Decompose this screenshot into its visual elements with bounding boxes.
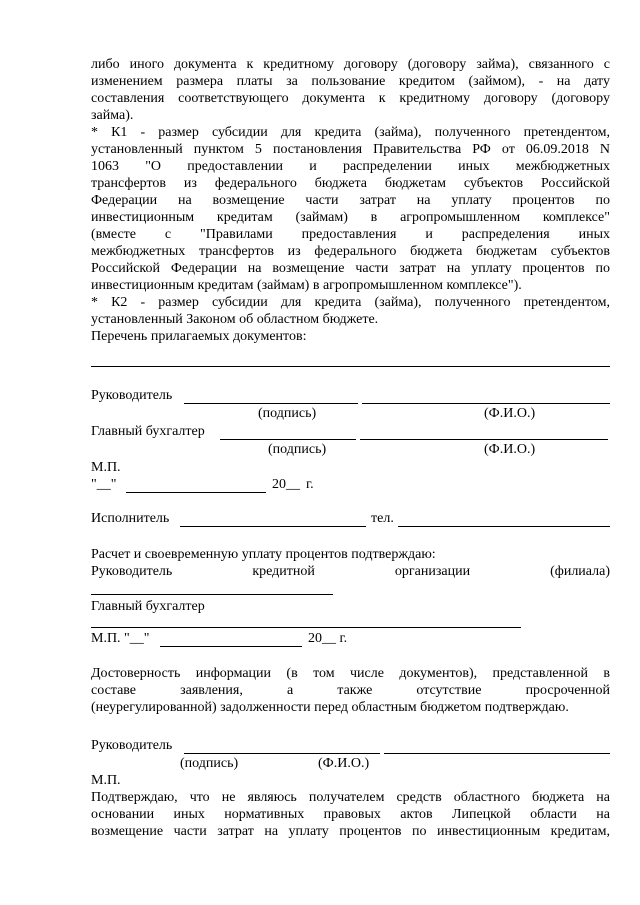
bank-stamp-date: М.П. "__" [91,631,150,646]
accountant-signature-caption: (подпись) [268,442,327,457]
date-month-line [126,492,266,493]
signature-caption: (подпись) [258,406,317,421]
chief-accountant-label: Главный бухгалтер [91,424,205,439]
text-line-16: установленный Законом об областном бюджете. [91,312,379,327]
text-line-14: инвестиционным кредитам (займам) в агропромышленном комплексе"). [91,278,522,293]
bank-date-month-line [160,646,302,647]
reliability-signature-caption: (подпись) [180,756,239,771]
executor-line [180,526,366,527]
final-line-3: возмещение части затрат на уплату процентов по инвестиционным кредитам, [91,824,610,839]
text-line-5: * К1 - размер субсидии для кредита (займа), полученного претендентом, [91,125,610,140]
text-line-17: Перечень прилагаемых документов: [91,329,307,344]
date-year: 20__ [272,477,300,492]
name-caption: (Ф.И.О.) [484,406,536,421]
text-line-10: инвестиционным кредитам (займам) в агропромышленном комплексе" [91,210,610,225]
final-line-2: основании иных нормативных правовых актов Липецкой области на [91,807,610,822]
documents-list-line [91,366,610,367]
text-line-4: займа). [91,108,134,123]
head-label: Руководитель [91,388,173,403]
text-line-8: трансфертов из федерального бюджета бюджетам субъектов Российской [91,176,610,191]
head-signature-line [184,403,358,404]
text-line-11: (вместе с "Правилами предоставления и распределения иных [91,227,610,242]
text-line-12: межбюджетных трансфертов из федерального бюджета бюджетам субъектов [91,244,610,259]
reliability-signature-line [184,753,380,754]
executor-label: Исполнитель [91,511,170,526]
bank-head-signature-line [91,594,333,595]
chief-accountant-signature-line [220,439,356,440]
bank-chief-accountant-label: Главный бухгалтер [91,599,205,614]
reliability-name-caption: (Ф.И.О.) [318,756,370,771]
accountant-name-caption: (Ф.И.О.) [484,442,536,457]
text-line-1: либо иного документа к кредитному договору (договору займа), связанного с [91,57,610,72]
phone-line [398,526,610,527]
text-line-2: изменением размера платы за пользование кредитом (займом), - на дату [91,74,610,89]
text-line-9: Федерации на возмещение части затрат на уплату процентов по [91,193,610,208]
reliability-line-3: (неурегулированной) задолженности перед областным бюджетом подтверждаю. [91,700,569,715]
reliability-line-2: составе заявления, а также отсутствие просроченной [91,683,610,698]
head-name-line [362,403,610,404]
date-year-suffix: г. [306,477,314,492]
bank-confirmation-title: Расчет и своевременную уплату процентов подтверждаю: [91,547,436,562]
reliability-head-label: Руководитель [91,738,173,753]
stamp-label: М.П. [91,460,121,475]
date-day: "__" [91,477,117,492]
text-line-15: * К2 - размер субсидии для кредита (займа), полученного претендентом, [91,295,610,310]
phone-label: тел. [371,511,394,526]
reliability-name-line [384,753,610,754]
reliability-line-1: Достоверность информации (в том числе документов), представленной в [91,666,610,681]
bank-head-line: Руководитель кредитной организации (филиала) [91,564,610,579]
text-line-13: Российской Федерации на возмещение части затрат на уплату процентов по [91,261,610,276]
bank-date-year: 20__ г. [308,631,348,646]
text-line-7: 1063 "О предоставлении и распределении иных межбюджетных [91,159,610,174]
chief-accountant-name-line [360,439,608,440]
bank-chief-accountant-line [91,627,521,628]
final-line-1: Подтверждаю, что не являюсь получателем средств областного бюджета на [91,790,610,805]
text-line-6: установленный пунктом 5 постановления Правительства РФ от 06.09.2018 N [91,142,610,157]
text-line-3: составления соответствующего документа к кредитному договору (договору [91,91,610,106]
reliability-stamp: М.П. [91,773,121,788]
